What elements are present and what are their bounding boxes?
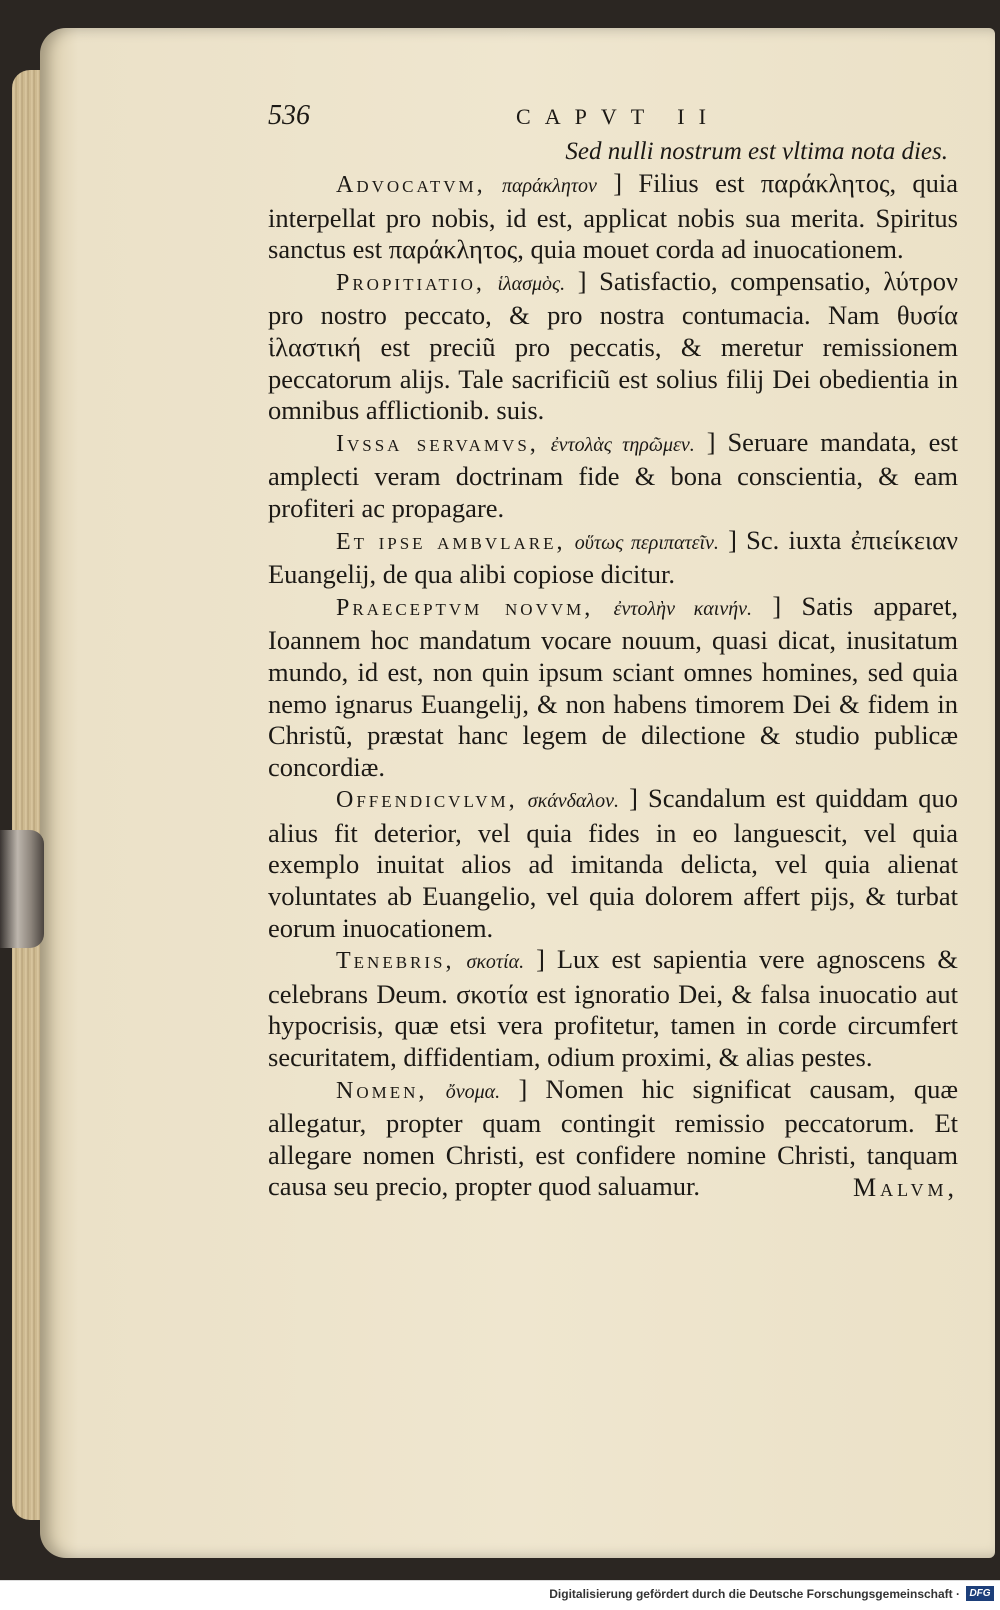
entry-greek: ἱλασμὸς. [497, 272, 566, 295]
footer-credit: Digitalisierung gefördert durch die Deutsche Forschungsgemeinschaft · [549, 1587, 960, 1601]
verse-line: Sed nulli nostrum est vltima nota dies. [565, 138, 948, 165]
entry-lemma: Ivssa servamvs, [336, 430, 539, 457]
entry-lemma: Et ipse ambvlare, [336, 528, 566, 555]
entry [268, 783, 958, 944]
entry-greek: παράκλητον [502, 175, 597, 197]
entry [268, 944, 958, 1073]
page-number: 536 [268, 100, 310, 131]
entry-lemma: Nomen, [336, 1077, 428, 1104]
entry-greek: ὄνομα. [445, 1080, 501, 1103]
running-header [268, 100, 958, 134]
catchword: Malvm, [853, 1173, 958, 1202]
entry-lemma: Tenebris, [336, 948, 455, 975]
dfg-logo-icon: DFG [966, 1586, 994, 1601]
entry [268, 266, 958, 427]
entry-greek: ἐντολὰς τηρῶμεν. [550, 433, 695, 456]
entry-greek: ἐντολὴν καινήν. [613, 597, 753, 620]
book-clamp [0, 830, 44, 948]
entry-greek: σκοτία. [466, 951, 525, 974]
page-text-block [268, 100, 958, 1203]
entry-text: ] Scandalum est quiddam quo alius fit deterior, vel quia fides in eo languescit, vel quia exemplo inuitat alios ad imitanda delicta, vel quia alienat voluntates ab Euangelio, vel quia dolorem affert pijs, & turbat eorum inuocationem. [268, 783, 959, 943]
entry-text: ] Satisfactio, compensatio, λύτρον pro nostro peccato, & pro nostra contumacia. Nam θυσία ἱλαστική est preciũ pro peccatis, & meretur remissionem peccatorum alijs. Tale sacrificiũ est solius filij Dei obedientia in omnibus afflictionib. suis. [268, 265, 959, 426]
entry-lemma: Offendicvlvm, [336, 787, 518, 814]
entry-lemma: Propitiatio, [336, 269, 485, 296]
entry-text: ] Seruare mandata, est amplecti veram doctrinam fide & bona conscientia, & eam profiteri ac propagare. [268, 426, 959, 523]
entry [268, 168, 958, 266]
entry [268, 525, 958, 591]
entry-lemma: Advocatvm, [336, 172, 486, 198]
entry-text: ] Satis apparet, Ioannem hoc mandatum vocare nouum, quasi dicat, inusitatum mundo, id est, non quin ipsum sciant omnes homines, sed quia nemo ignarus Euangelij, & non habens timorem Dei & fidem in Christũ, præstat hanc legem de dilectione & studio publicæ concordiæ. [268, 590, 958, 782]
entry [268, 427, 958, 525]
entry-text: ] Lux est sapientia vere agnoscens & celebrans Deum. σκοτία est ignoratio Dei, & falsa inuocatio aut hypocrisis, quæ etsi vera profitetur, tamen in corde circumfert securitatem, diffidentiam, odium proximi, & alias pestes. [268, 944, 959, 1073]
entry [268, 591, 958, 784]
entry-text: ] Sc. iuxta ἐπιείκειαν Euangelij, de qua alibi copiose dicitur. [268, 524, 959, 590]
entry-text: ] Filius est παράκλητος, quia interpellat pro nobis, id est, applicat nobis sua merita. Spiritus sanctus est παράκλητος, quia mouet corda ad inuocationem. [268, 168, 959, 265]
footer-bar [0, 1580, 1000, 1610]
entry-text: ] Nomen hic significat causam, quæ allegatur, propter quam contingit remissio peccatorum. Et allegare nomen Christi, est confidere nomine Christi, tanquam causa seu precio, propter quod saluamur. [268, 1073, 959, 1202]
entry-greek: σκάνδαλον. [527, 790, 619, 813]
entry-greek: οὕτως περιπατεῖν. [574, 531, 719, 554]
entry-lemma: Praeceptvm novvm, [336, 594, 594, 621]
running-title: CAPVT II [516, 104, 720, 129]
